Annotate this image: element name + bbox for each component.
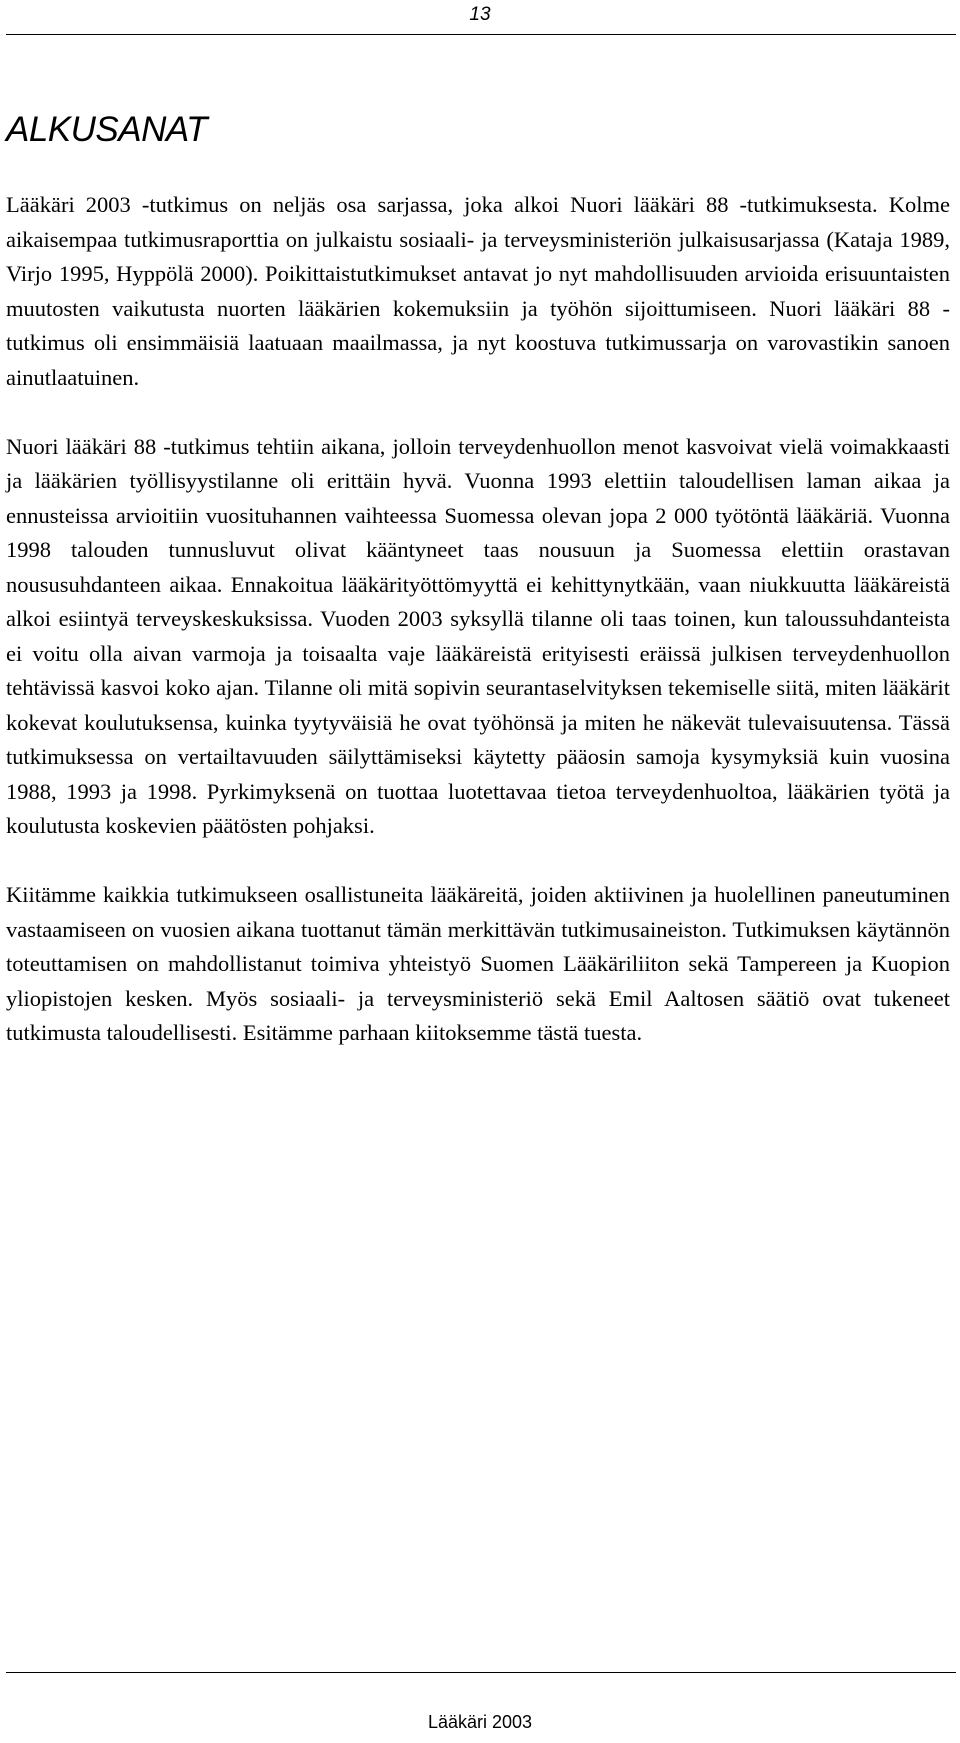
header-rule bbox=[6, 34, 956, 35]
footer-rule bbox=[6, 1672, 956, 1673]
paragraph-2: Nuori lääkäri 88 -tutkimus tehtiin aikana, jolloin terveydenhuollon menot kasvoivat vielä voimakkaasti ja lääkärien työllisyystilanne oli erittäin hyvä. Vuonna 1993 elettiin taloudellisen laman aikaa ja ennusteissa arvioitiin vuosituhannen vaihteessa Suomessa olevan jopa 2 000 työtöntä lääkäriä. Vuonna 1998 talouden tunnusluvut olivat kääntyneet taas nousuun ja Suomessa elettiin orastavan noususuhdanteen aikaa. Ennakoitua lääkärityöttömyyttä ei kehittynytkään, vaan niukkuutta lääkäreistä alkoi esiintyä terveyskeskuksissa. Vuoden 2003 syksyllä tilanne oli taas toinen, kun taloussuhdanteista ei voitu olla aivan varmoja ja toisaalta vaje lääkäreistä erityisesti eräissä julkisen terveydenhuollon tehtävissä kasvoi koko ajan. Tilanne oli mitä sopivin seurantaselvityksen tekemiselle siitä, miten lääkärit kokevat koulutuksensa, kuinka tyytyväisiä he ovat työhönsä ja miten he näkevät tulevaisuutensa. Tässä tutkimuksessa on vertailtavuuden säilyttämiseksi käytetty pääosin samoja kysymyksiä kuin vuosina 1988, 1993 ja 1998. Pyrkimyksenä on tuottaa luotettavaa tietoa terveydenhuoltoa, lääkärien työtä ja koulutusta koskevien päätösten pohjaksi. bbox=[6, 433, 950, 838]
page-number: 13 bbox=[469, 4, 491, 25]
body-text bbox=[6, 188, 950, 1085]
paragraph-3: Kiitämme kaikkia tutkimukseen osallistuneita lääkäreitä, joiden aktiivinen ja huolellinen paneutuminen vastaamiseen on vuosien aikana tuottanut tämän merkittävän tutkimusaineiston. Tutkimuksen käytännön toteuttamisen on mahdollistanut toimiva yhteistyö Suomen Lääkäriliiton sekä Tampereen ja Kuopion yliopistojen kesken. Myös sosiaali- ja terveysministeriö sekä Emil Aaltosen säätiö ovat tukeneet tutkimusta taloudellisesti. Esitämme parhaan kiitoksemme tästä tuesta. bbox=[6, 882, 950, 1045]
paragraph-1: Lääkäri 2003 -tutkimus on neljäs osa sarjassa, joka alkoi Nuori lääkäri 88 -tutkimuksesta. Kolme aikaisempaa tutkimusraporttia on julkaistu sosiaali- ja terveysministeriön julkaisusarjassa (Kataja 1989, Virjo 1995, Hyppölä 2000). Poikittaistutkimukset antavat jo nyt mahdollisuuden arvioida erisuuntaisten muutosten vaikutusta nuorten lääkärien kokemuksiin ja työhön sijoittumiseen. Nuori lääkäri 88 -tutkimus oli ensimmäisiä laatuaan maailmassa, ja nyt koostuva tutkimussarja on varovastikin sanoen ainutlaatuinen. bbox=[6, 192, 950, 390]
footer-text: Lääkäri 2003 bbox=[427, 1712, 533, 1732]
page-title: ALKUSANAT bbox=[6, 110, 208, 149]
